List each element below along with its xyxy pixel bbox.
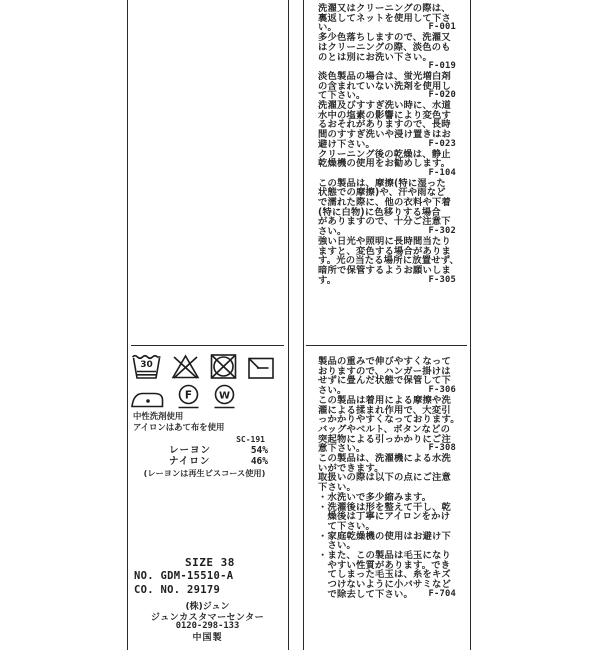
line-text: 突起物による引っかかりにご注 xyxy=(318,433,451,445)
wash-note-line: アイロンはあて布を使用 xyxy=(133,421,225,432)
line-text: 強い日光や照明に長時間当たり xyxy=(318,235,451,247)
line-text: ますと、変色する場合がありま xyxy=(318,245,451,257)
line-text: 取扱いの際は以下の点にご注意 xyxy=(318,472,451,484)
line-text: クリーニング後の乾燥は、静止 xyxy=(318,148,451,160)
customer-phone: 0120-298-133 xyxy=(175,621,240,631)
professional-wetclean-W-gentle-icon xyxy=(212,384,237,409)
line-text: て下さい。 xyxy=(318,520,375,532)
line-text: 間のすすぎ洗いや浸け置きはお xyxy=(318,129,452,141)
care-text-line xyxy=(318,590,456,600)
care-code: F-020 xyxy=(428,90,456,101)
line-text: バッグやベルト、ボタンなどの xyxy=(318,423,451,435)
line-text: さい。 xyxy=(318,385,347,397)
line-text: 濯による揉まれ作用で、大変引 xyxy=(318,404,451,416)
item-number: NO. GDM-15510-A xyxy=(134,570,234,582)
wash-notes xyxy=(133,411,224,432)
care-code: F-704 xyxy=(428,588,456,599)
line-text: この製品は着用による摩擦や洗 xyxy=(318,394,451,406)
iron-low-icon xyxy=(129,387,165,409)
line-text: ・家庭乾燥機の使用はお避け下 xyxy=(318,530,451,542)
care-code: F-306 xyxy=(428,385,456,396)
customer-center: ジュンカスタマーセンター xyxy=(150,613,265,623)
line-text: 多少色落ちしますので、洗濯又 xyxy=(318,32,451,44)
line-text: ・また、この製品は毛玉になり xyxy=(318,550,451,562)
do-not-tumble-dry-icon xyxy=(209,352,238,380)
care-code: F-305 xyxy=(428,274,456,285)
line-text: のとは別にお洗い下さい。 xyxy=(318,51,432,63)
lot-code: SC-191 xyxy=(236,435,265,444)
line-text: 裏返してネットを使用して下さ xyxy=(318,12,451,24)
line-text: つけないように小バサミなど xyxy=(318,579,451,591)
line-text: 洗濯及びすすぎ洗い時に、水道 xyxy=(318,100,452,112)
line-text: はクリーニングの際、淡色のも xyxy=(318,41,451,53)
size-label: SIZE 38 xyxy=(185,556,235,569)
right-panel-seam xyxy=(306,345,467,346)
material-name: ナイロン xyxy=(169,455,211,467)
fabric-composition xyxy=(133,446,268,468)
line-text: (特に白物)に色移りする場合 xyxy=(318,206,441,218)
line-text: ・洗濯後は形を整えて干し、乾 xyxy=(318,501,451,513)
label-edge-left xyxy=(127,0,128,650)
line-text: す。 xyxy=(318,274,337,286)
line-text: で除去して下さい。 xyxy=(318,588,413,600)
line-text: 下さい。 xyxy=(318,482,356,494)
line-text: この製品は、洗濯機による水洗 xyxy=(318,453,451,465)
line-text: 乾燥機の使用をお勧めします。 xyxy=(318,158,451,170)
flat-dry-in-shade-icon xyxy=(247,356,275,380)
line-text: 状態での摩擦)や、汗や雨など xyxy=(318,187,446,199)
care-code: F-019 xyxy=(428,61,456,72)
line-text: 燥後は丁寧にアイロンをかけ xyxy=(318,511,451,523)
line-text: この製品は、摩擦(特に湿った xyxy=(318,177,446,189)
material-percent: 46% xyxy=(250,455,268,467)
care-code: F-001 xyxy=(428,22,456,33)
do-not-bleach-icon xyxy=(171,352,200,380)
line-text: やすい性質があります。でき xyxy=(318,559,451,571)
material-percent: 54% xyxy=(250,445,268,456)
country-of-origin: 中国製 xyxy=(192,633,223,643)
line-text: 暗所で保管するようお願いしま xyxy=(318,264,451,276)
line-text: せずに畳んだ状態で保管して下 xyxy=(318,375,451,387)
line-text: 淡色製品の場合は、蛍光増白剤 xyxy=(318,70,451,82)
svg-text:F: F xyxy=(184,389,193,402)
line-text: ・水洗いで多少縮みます。 xyxy=(318,491,432,503)
care-code: F-104 xyxy=(428,167,456,178)
line-text: 避け下さい。 xyxy=(318,138,375,150)
professional-dryclean-F-gentle-icon xyxy=(176,384,201,409)
wash-30-very-gentle-icon xyxy=(131,352,162,380)
label-edge-middle-right xyxy=(303,0,304,650)
wash-note-line: 中性洗剤使用 xyxy=(133,411,184,421)
line-text: 水中の塩素の影響により変色す xyxy=(318,109,451,121)
label-edge-middle-left xyxy=(288,0,289,650)
care-text-block-1 xyxy=(318,3,459,286)
care-symbols-row-1 xyxy=(131,352,275,380)
company-number: CO. NO. 29179 xyxy=(134,584,221,596)
care-code: F-302 xyxy=(428,226,456,237)
care-code: F-308 xyxy=(428,443,456,454)
line-text: いができます。 xyxy=(318,462,384,474)
line-text: さい。 xyxy=(318,226,347,238)
line-text: がありますので、十分ご注意下 xyxy=(318,216,451,228)
line-text: の含まれていない洗剤を使用し xyxy=(318,80,451,92)
line-text: い。 xyxy=(318,22,337,34)
line-text: るおそれがありますので、長時 xyxy=(318,119,451,131)
line-text: で濡れた際に、他の衣料や下着 xyxy=(318,197,451,209)
care-text-line xyxy=(318,276,456,286)
line-text: 意下さい。 xyxy=(318,443,366,455)
line-text: っかかりやすくなっております。 xyxy=(318,414,460,426)
material-name: レーヨン xyxy=(169,445,212,456)
line-text: さい。 xyxy=(318,540,356,552)
care-symbols-row-2 xyxy=(129,384,237,409)
line-text: て下さい。 xyxy=(318,90,366,102)
composition-note: (レーヨンは再生ビスコース使用) xyxy=(143,468,266,478)
care-code: F-023 xyxy=(428,138,456,149)
label-edge-right xyxy=(470,0,471,650)
composition-row xyxy=(133,457,268,468)
line-text: てしまった毛玉は、糸をキズ xyxy=(318,569,451,581)
line-text: 洗濯又はクリーニングの際は、 xyxy=(318,3,451,14)
maker-name: (株)ジュン xyxy=(185,602,230,612)
left-panel-seam xyxy=(131,345,284,346)
line-text: おりますので、ハンガー掛けは xyxy=(318,365,451,377)
svg-text:30: 30 xyxy=(140,360,153,370)
line-text: す。光の当たる場所に放置せず、 xyxy=(318,255,459,267)
line-text: 製品の重みで伸びやすくなって xyxy=(318,356,451,367)
care-text-block-2 xyxy=(318,356,460,600)
svg-text:W: W xyxy=(218,390,231,402)
